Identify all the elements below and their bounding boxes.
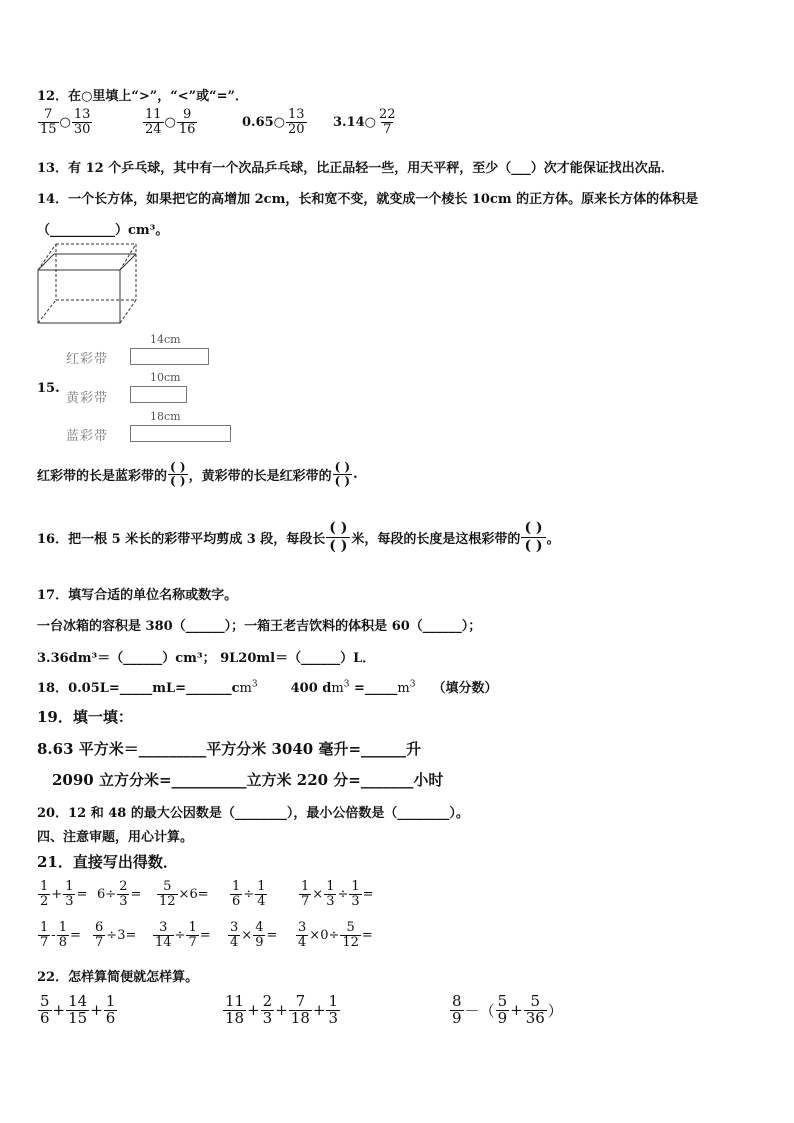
q14-line2: （__________）cm³。 <box>37 223 169 238</box>
q14-line1: 14．一个长方体，如果把它的高增加 2cm，长和宽不变，就变成一个棱长 10cm 的正方体。原来长方体的体积是 <box>37 192 699 207</box>
answer-fraction-4[interactable]: $\frac{( )}{( )}$ <box>521 520 545 554</box>
q19-stem: 19．填一填： <box>37 708 133 726</box>
q12-item-4: 3.14 ○ $\frac{22}{7}$ <box>333 107 396 137</box>
q12-stem: 12．在○里填上“>”，“<”或“=”． <box>37 89 248 104</box>
yellow-ribbon-bar <box>130 386 187 403</box>
q17-stem: 17．填写合适的单位名称或数字。 <box>37 588 238 603</box>
q22-expr-3: $\frac{8}{9}$ － （ $\frac{5}{9}$ + $\frac{5}{36}$ ） <box>452 992 563 1027</box>
q12-item-1: $\frac{7}{15}$ ○ $\frac{13}{30}$ <box>40 107 91 137</box>
q21-expr-8: $\frac{3}{14}$ ÷ $\frac{1}{7}$ = <box>155 920 211 950</box>
q21-expr-2: 6 ÷ $\frac{2}{3}$ = <box>97 879 142 909</box>
q12-item-2: $\frac{11}{24}$ ○ $\frac{9}{16}$ <box>145 107 196 137</box>
q21-expr-5: $\frac{1}{7}$ × $\frac{1}{3}$ ÷ $\frac{1}{3}$ = <box>301 879 374 909</box>
red-ribbon-label: 红彩带 <box>66 352 109 367</box>
q19-line2: 2090 立方分米=__________立方米 220 分=_______小时 <box>52 771 444 789</box>
q20: 20．12 和 48 的最大公因数是（________），最小公倍数是（________）。 <box>37 806 469 821</box>
q21-expr-6: $\frac{1}{7}$ - $\frac{1}{8}$ = <box>40 920 81 950</box>
q21-expr-3: $\frac{5}{12}$ × 6 = <box>159 879 209 909</box>
red-ribbon-length: 14cm <box>150 333 181 346</box>
q21-expr-9: $\frac{3}{4}$ × $\frac{4}{9}$ = <box>230 920 278 950</box>
q21-expr-4: $\frac{1}{6}$ ÷ $\frac{1}{4}$ <box>232 879 266 909</box>
yellow-ribbon-length: 10cm <box>150 371 181 384</box>
q15-question: 红彩带的长是蓝彩带的 $\frac{( )}{( )}$ ，黄彩带的长是红彩带的 $\frac{( )}{( )}$ . <box>37 460 358 488</box>
q22-stem: 22．怎样算简便就怎样算。 <box>37 970 199 985</box>
q22-expr-1: $\frac{5}{6}$ + $\frac{14}{15}$ + $\frac{1}{6}$ <box>40 992 116 1027</box>
q21-stem: 21．直接写出得数． <box>37 853 178 871</box>
q21-expr-7: $\frac{6}{7}$ ÷ 3 = <box>95 920 137 950</box>
cuboid-figure <box>36 240 140 326</box>
q18: 18．$0.05L=\_\_\_\_\_mL=\_\_\_\_\_\_\_cm^3$ 400 $dm^3$ $=\_\_\_\_\_m^3$ （填分数） <box>37 679 498 696</box>
red-ribbon-bar <box>130 348 209 365</box>
q15-number: 15. <box>37 381 60 396</box>
q22-expr-2: $\frac{11}{18}$ + $\frac{2}{3}$ + $\frac{7}{18}$ + $\frac{1}{3}$ <box>225 992 339 1027</box>
q13: 13．有 12 个乒乓球，其中有一个次品乒乓球，比正品轻一些，用天平秤，至少（___）次才能保证找出次品． <box>37 161 674 176</box>
q21-expr-10: $\frac{3}{4}$ × 0 ÷ $\frac{5}{12}$ = <box>298 920 373 950</box>
section-4-heading: 四、注意审题，用心计算。 <box>37 830 194 845</box>
q21-expr-1: $\frac{1}{2}$ + $\frac{1}{3}$ = <box>40 879 88 909</box>
q17-line1: 一台冰箱的容积是 380（______）；一箱王老吉饮料的体积是 60（______）； <box>37 619 482 634</box>
q12-item-3: 0.65 ○ $\frac{13}{20}$ <box>242 107 305 137</box>
answer-fraction-1[interactable]: $\frac{( )}{( )}$ <box>170 460 186 488</box>
answer-fraction-3[interactable]: $\frac{( )}{( )}$ <box>326 520 350 554</box>
q17-line2: 3.36dm³＝（______）cm³； 9L20ml＝（______）L． <box>37 651 376 666</box>
q16-question: 16．把一根 5 米长的彩带平均剪成 3 段，每段长 $\frac{( )}{( )}$ 米，每段的长度是这根彩带的 $\frac{( )}{( )}$ 。 <box>37 520 560 554</box>
answer-fraction-2[interactable]: $\frac{( )}{( )}$ <box>334 460 351 488</box>
yellow-ribbon-label: 黄彩带 <box>66 391 109 406</box>
blue-ribbon-length: 18cm <box>150 410 181 423</box>
blue-ribbon-label: 蓝彩带 <box>66 429 109 444</box>
blue-ribbon-bar <box>130 425 231 442</box>
q19-line1: 8.63 平方米＝_________平方分米 3040 毫升=______升 <box>37 740 422 758</box>
